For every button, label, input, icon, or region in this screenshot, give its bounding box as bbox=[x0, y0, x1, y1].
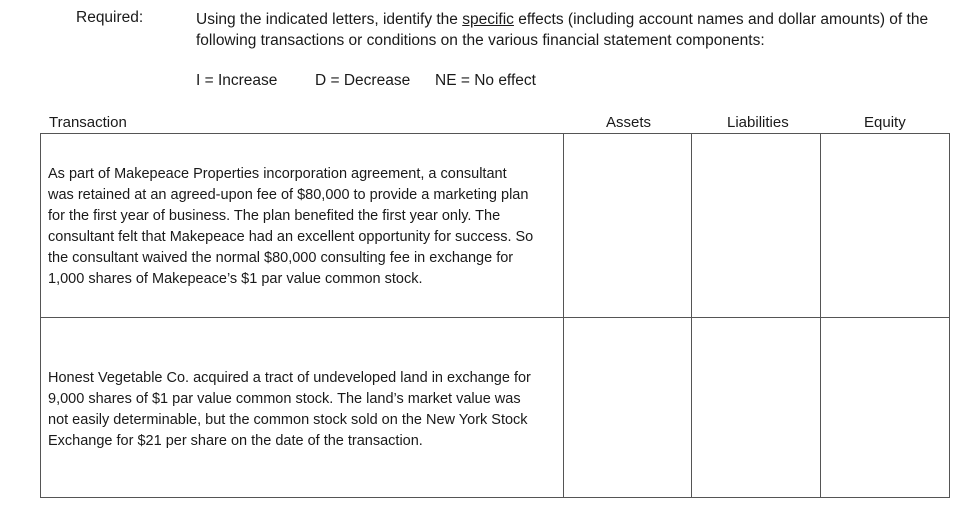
instruction-line-2: following transactions or conditions on the various financial statement components: bbox=[196, 32, 765, 49]
description-line: 1,000 shares of Makepeace’s $1 par value common stock. bbox=[48, 271, 423, 287]
instruction-line-1 bbox=[196, 9, 928, 30]
legend-increase: I = Increase bbox=[196, 72, 278, 89]
assets-cell-1[interactable] bbox=[563, 133, 692, 318]
instructions bbox=[196, 9, 928, 51]
description-line: the consultant waived the normal $80,000 consulting fee in exchange for bbox=[48, 250, 514, 266]
assets-cell-2[interactable] bbox=[563, 317, 692, 498]
transaction-description-2 bbox=[48, 368, 531, 452]
column-header-liabilities: Liabilities bbox=[727, 114, 789, 131]
description-line: As part of Makepeace Properties incorporation agreement, a consultant bbox=[48, 166, 507, 182]
instruction-text: Using the indicated letters, identify the bbox=[196, 11, 463, 28]
liabilities-cell-2[interactable] bbox=[691, 317, 821, 498]
description-line: consultant felt that Makepeace had an excellent opportunity for success. So bbox=[48, 229, 534, 245]
description-line: Exchange for $21 per share on the date of the transaction. bbox=[48, 433, 423, 449]
transaction-description-1 bbox=[48, 164, 533, 290]
column-header-assets: Assets bbox=[606, 114, 652, 131]
equity-cell-1[interactable] bbox=[820, 133, 950, 318]
instruction-emphasis: specific bbox=[462, 11, 514, 28]
legend-decrease: D = Decrease bbox=[315, 72, 411, 89]
liabilities-cell-1[interactable] bbox=[691, 133, 821, 318]
legend-no-effect: NE = No effect bbox=[435, 72, 536, 89]
description-line: for the first year of business. The plan benefited the first year only. The bbox=[48, 208, 501, 224]
description-line: not easily determinable, but the common stock sold on the New York Stock bbox=[48, 412, 528, 428]
description-line: 9,000 shares of $1 par value common stock. The land’s market value was bbox=[48, 391, 521, 407]
description-line: Honest Vegetable Co. acquired a tract of undeveloped land in exchange for bbox=[48, 370, 531, 386]
equity-cell-2[interactable] bbox=[820, 317, 950, 498]
description-line: was retained at an agreed-upon fee of $80,000 to provide a marketing plan bbox=[48, 187, 529, 203]
column-header-equity: Equity bbox=[864, 114, 906, 131]
instruction-text: effects (including account names and dollar amounts) of the bbox=[513, 11, 929, 28]
column-header-transaction: Transaction bbox=[49, 114, 127, 131]
required-label: Required: bbox=[76, 9, 144, 26]
